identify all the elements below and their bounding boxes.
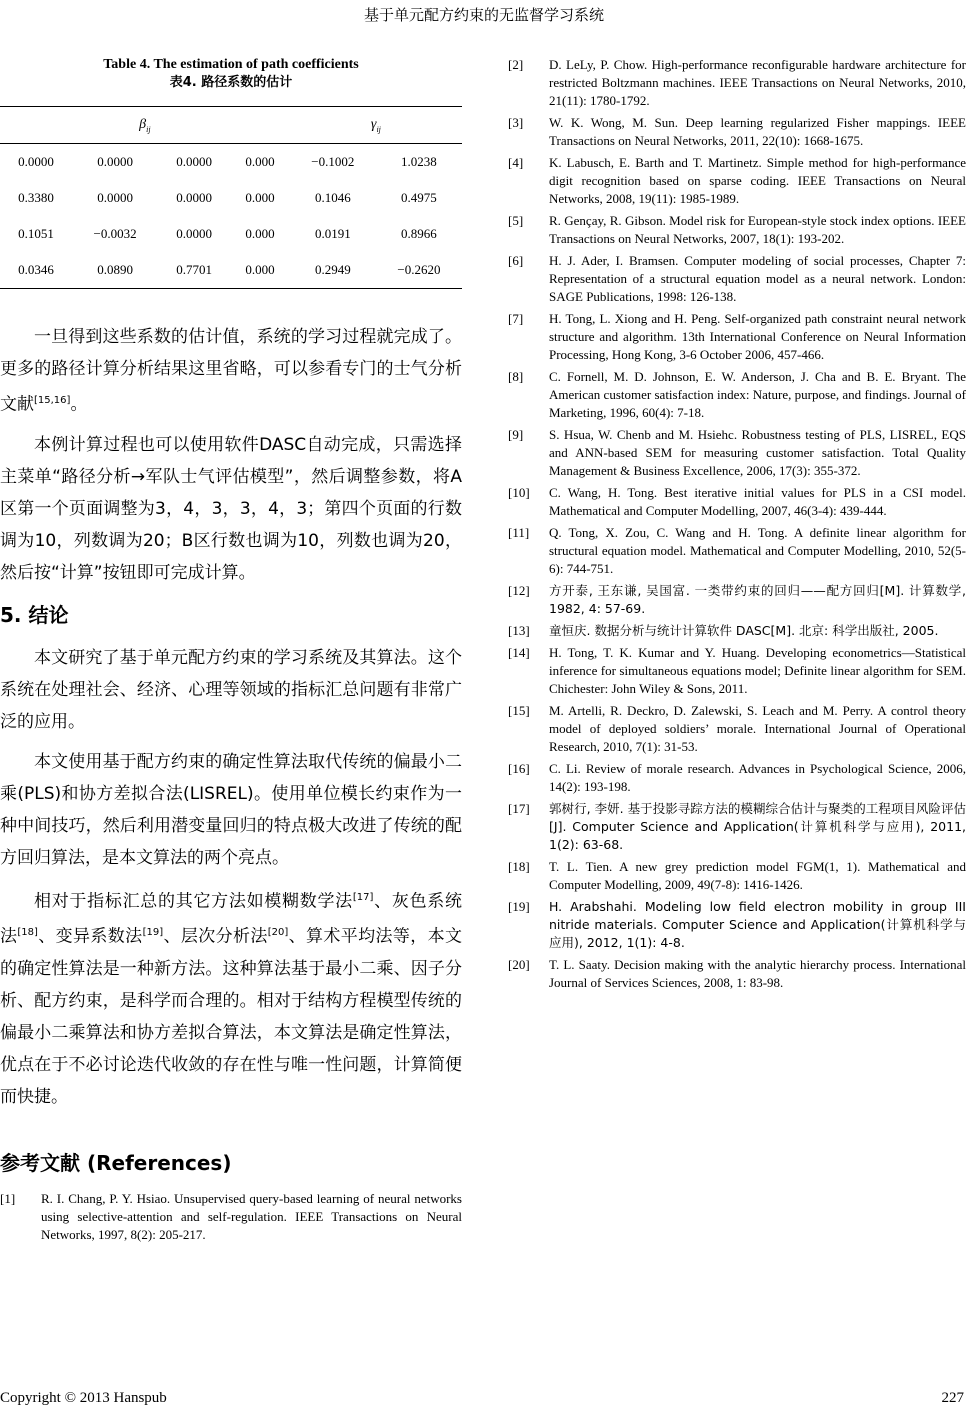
reference-text: 方开泰, 王东谦, 吴国富. 一类带约束的回归——配方回归[M]. 计算数学, 1982, 4: 57-69. xyxy=(549,583,966,616)
reference-text: H. Tong, T. K. Kumar and Y. Huang. Developing econometrics—Statistical inference for simultaneous equations model; Definite linear algorithm for SEM. Chichester: John Wiley & Sons, 2011. xyxy=(549,645,966,696)
paragraph-1: 一旦得到这些系数的估计值，系统的学习过程就完成了。更多的路径计算分析结果这里省略，可以参看专门的士气分析文献[15,16]。 xyxy=(0,327,462,415)
table-cell: 0.0000 xyxy=(18,154,54,169)
table-row xyxy=(0,252,462,289)
reference-item xyxy=(508,368,966,422)
table-cell: 0.000 xyxy=(245,226,275,241)
table-cell: 0.000 xyxy=(230,252,290,289)
reference-text: Q. Tong, X. Zou, C. Wang and H. Tong. A definite linear algorithm for structural equation model. Mathematical and Computer Modelling, 2010, 52(5-6): 744-751. xyxy=(549,525,966,576)
reference-text: M. Artelli, R. Deckro, D. Zalewski, S. Leach and M. Perry. A control theory model of deployed soldiers’ morale. International Journal of Operational Research, 2010, 7(1): 31-53. xyxy=(549,703,966,754)
table-cell: 0.2949 xyxy=(290,252,376,289)
table-cell: −0.2620 xyxy=(376,252,462,289)
reference-text: H. Arabshahi. Modeling low field electron mobility in group III nitride materials. Computer Science and Application(计算机科学与应用), 2012, 1(1): 4-8. xyxy=(549,899,966,950)
reference-number: [18] xyxy=(508,859,530,874)
reference-number: [15] xyxy=(508,703,530,718)
reference-number: [9] xyxy=(508,427,524,442)
reference-text: 郭树行, 李妍. 基于投影寻踪方法的模糊综合估计与聚类的工程项目风险评估[J]. Computer Science and Application(计算机科学与应用), 2011, 1(2): 63-68. xyxy=(549,801,966,852)
table-cell: 1.0238 xyxy=(401,154,437,169)
reference-number: [20] xyxy=(508,957,530,972)
table-cell: 0.3380 xyxy=(18,190,54,205)
table-cell: 0.0890 xyxy=(72,252,158,289)
reference-item xyxy=(508,56,966,110)
left-column xyxy=(0,56,462,1248)
reference-text: H. J. Ader, I. Bramsen. Computer modeling of social processes, Chapter 7: Representation of a structural equation model as a neural network. London: SAGE Publications, 1998: 126-138. xyxy=(549,253,966,304)
reference-text: H. Tong, L. Xiong and H. Peng. Self-organized path constraint neural network structure and algorithm. 13th International Conference on Neural Information Processing, Hong Kong, 3-6 October 2006, 457-466. xyxy=(549,311,966,362)
reference-item xyxy=(508,212,966,248)
beta-header: $\beta_{ij}$ xyxy=(0,107,290,144)
section-title: 5. 结论 xyxy=(0,602,69,627)
reference-text: D. LeLy, P. Chow. High-performance reconfigurable hardware architecture for restricted Boltzmann machines. IEEE Transactions on Neural Networks, 2010, 21(11): 1780-1792. xyxy=(549,57,966,108)
reference-item xyxy=(508,622,966,640)
table-cell: 0.0346 xyxy=(0,252,72,289)
reference-text: K. Labusch, E. Barth and T. Martinetz. Simple method for high-performance digit recognition based on sparse coding. IEEE Transactions on Neural Networks, 2008, 19(11): 1985-1989. xyxy=(549,155,966,206)
table-cell: 0.000 xyxy=(245,154,275,169)
reference-item xyxy=(508,524,966,578)
reference-item xyxy=(508,582,966,618)
table-body xyxy=(0,144,462,289)
reference-number: [19] xyxy=(508,899,530,914)
reference-text: S. Hsua, W. Chenb and M. Hsiehc. Robustness testing of PLS, LISREL, EQS and ANN-based SEM for measuring customer satisfaction. Total Quality Management & Business Excellence, 2006, 17(3): 355-372. xyxy=(549,427,966,478)
reference-text: T. L. Saaty. Decision making with the analytic hierarchy process. International Journal of Services Sciences, 2008, 1: 83-98. xyxy=(549,957,966,990)
paragraph-4: 本文使用基于配方约束的确定性算法取代传统的偏最小二乘(PLS)和协方差拟合法(LISREL)。使用单位模长约束作为一种中间技巧，然后利用潜变量回归的特点极大改进了传统的配方回归算法，是本文算法的两个亮点。 xyxy=(0,751,462,868)
reference-item xyxy=(508,114,966,150)
reference-item xyxy=(508,154,966,208)
reference-item xyxy=(508,760,966,796)
reference-text: R. I. Chang, P. Y. Hsiao. Unsupervised query-based learning of neural networks using selective-attention and self-regulation. IEEE Transactions on Neural Networks, 1997, 8(2): 205-217. xyxy=(41,1190,462,1242)
table-cell: −0.0032 xyxy=(93,226,137,241)
reference-item xyxy=(508,702,966,756)
table-cell: 0.1046 xyxy=(314,190,351,205)
reference-item xyxy=(508,310,966,364)
paragraph-2: 本例计算过程也可以使用软件DASC自动完成，只需选择主菜单“路径分析→军队士气评估模型”，然后调整参数，将A区第一个页面调整为3，4，3，3，4，3；第四个页面的行数调为10，列数调为20；B区行数也调为10，列数也调为20，然后按“计算”按钮即可完成计算。 xyxy=(0,434,462,583)
references-left xyxy=(0,1190,462,1244)
reference-item xyxy=(508,898,966,952)
table-cell: 0.1051 xyxy=(18,226,54,241)
reference-number: [3] xyxy=(508,115,524,130)
paragraph-3: 本文研究了基于单元配方约束的学习系统及其算法。这个系统在处理社会、经济、心理等领域的指标汇总问题有非常广泛的应用。 xyxy=(0,647,462,732)
reference-item xyxy=(508,252,966,306)
reference-number: [1] xyxy=(0,1190,16,1206)
reference-number: [12] xyxy=(508,583,530,598)
table-row xyxy=(0,216,462,252)
table-cell: 0.7701 xyxy=(158,252,230,289)
reference-text: C. Wang, H. Tong. Best iterative initial values for PLS in a CSI model. Mathematical and Computer Modelling, 2007, 46(3-4): 439-444. xyxy=(549,485,966,518)
paragraph-5: 相对于指标汇总的其它方法如模糊数学法[17]、灰色系统法[18]、变异系数法[19]、层次分析法[20]、算术平均法等，本文的确定性算法是一种新方法。这种算法基于最小二乘、因子分析、配方约束，是科学而合理的。相对于结构方程模型传统的偏最小二乘算法和协方差拟合算法，本文算法是确定性算法，优点在于不必讨论迭代收敛的存在性与唯一性问题，计算简便而快捷。 xyxy=(0,891,463,1107)
reference-number: [14] xyxy=(508,645,530,660)
references-right xyxy=(508,56,966,992)
gamma-header: $\gamma_{ij}$ xyxy=(290,107,462,144)
table-cell: 0.0000 xyxy=(176,190,212,205)
reference-text: R. Gençay, R. Gibson. Model risk for European-style stock index options. IEEE Transactions on Neural Networks, 2007, 18(1): 193-202. xyxy=(549,213,966,246)
reference-number: [10] xyxy=(508,485,530,500)
right-column xyxy=(508,56,966,996)
table-cell: 0.0000 xyxy=(176,154,212,169)
references-title: 参考文献 (References) xyxy=(0,1150,232,1175)
reference-text: C. Fornell, M. D. Johnson, E. W. Anderson, J. Cha and B. E. Bryant. The American customer satisfaction index: Nature, purpose, and findings. Journal of Marketing, 1996, 60(4): 7-18. xyxy=(549,369,966,420)
table-cell: 0.0000 xyxy=(97,154,133,169)
copyright: Copyright © 2013 Hanspub xyxy=(0,1390,167,1406)
reference-number: [4] xyxy=(508,155,524,170)
table-cell: 0.8966 xyxy=(401,226,437,241)
reference-number: [7] xyxy=(508,311,524,326)
reference-item xyxy=(508,956,966,992)
reference-item xyxy=(0,1190,462,1244)
table-cell: 0.0191 xyxy=(314,226,351,241)
reference-number: [6] xyxy=(508,253,524,268)
reference-number: [8] xyxy=(508,369,524,384)
reference-text: W. K. Wong, M. Sun. Deep learning regularized Fisher mappings. IEEE Transactions on Neural Networks, 2011, 22(10): 1668-1675. xyxy=(549,115,966,148)
table-cell: 0.4975 xyxy=(401,190,437,205)
reference-number: [13] xyxy=(508,623,530,638)
reference-number: [17] xyxy=(508,801,530,816)
reference-item xyxy=(508,426,966,480)
path-coefficients-table xyxy=(0,106,462,289)
reference-item xyxy=(508,644,966,698)
running-head: 基于单元配方约束的无监督学习系统 xyxy=(363,6,604,24)
reference-number: [11] xyxy=(508,525,530,540)
table-caption-en: Table 4. The estimation of path coefficients xyxy=(103,57,359,72)
table-cell: 0.000 xyxy=(245,190,275,205)
reference-number: [5] xyxy=(508,213,524,228)
table-cell: 0.0000 xyxy=(97,190,133,205)
page-number: 227 xyxy=(941,1390,964,1406)
table-cell: 0.0000 xyxy=(176,226,212,241)
reference-item xyxy=(508,484,966,520)
table-row xyxy=(0,144,462,181)
table-cell: −0.1002 xyxy=(311,154,355,169)
table-caption-cn: 表4. 路径系数的估计 xyxy=(169,75,293,90)
reference-item xyxy=(508,858,966,894)
reference-text: C. Li. Review of morale research. Advances in Psychological Science, 2006, 14(2): 193-198. xyxy=(549,761,966,794)
reference-number: [16] xyxy=(508,761,530,776)
reference-text: T. L. Tien. A new grey prediction model FGM(1, 1). Mathematical and Computer Modelling, 2009, 49(7-8): 1416-1426. xyxy=(549,859,966,892)
reference-item xyxy=(508,800,966,854)
reference-text: 童恒庆. 数据分析与统计计算软件 DASC[M]. 北京: 科学出版社, 2005. xyxy=(549,623,939,638)
table-row xyxy=(0,180,462,216)
reference-number: [2] xyxy=(508,57,524,72)
